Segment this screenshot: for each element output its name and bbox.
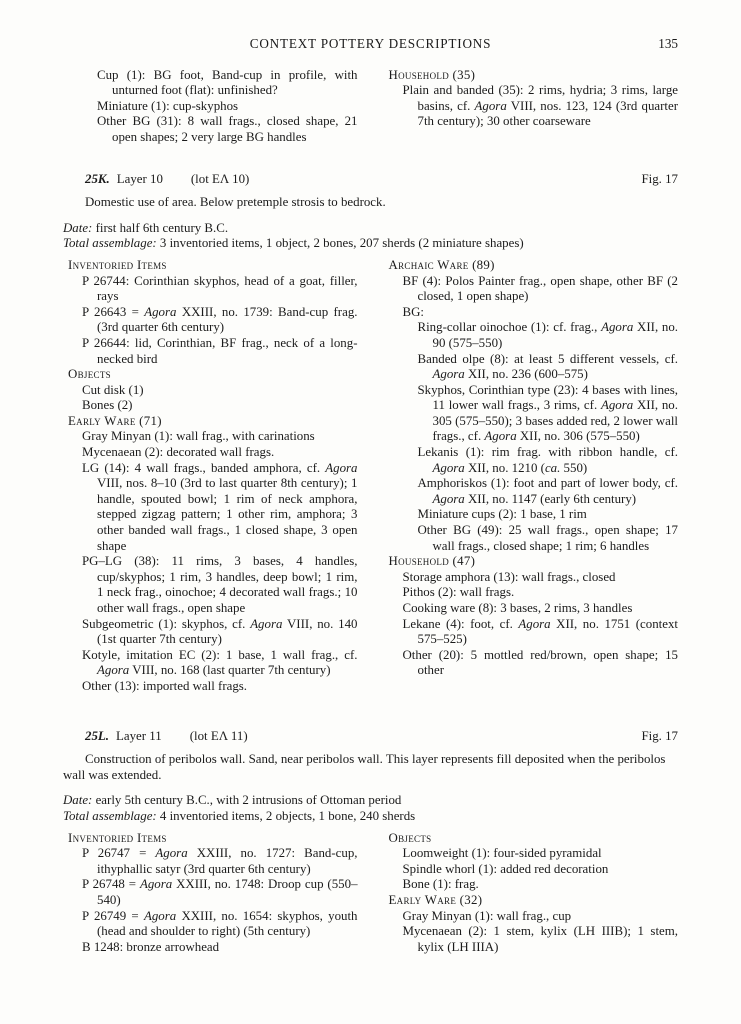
catalog-entry	[384, 601, 679, 617]
date-value: first half 6th century B.C.	[92, 220, 229, 235]
text-run: XXIII, no. 1748: Droop cup (550–540)	[97, 877, 358, 907]
text-run: P 26748 =	[82, 877, 140, 892]
text-run: Bones (2)	[82, 398, 133, 413]
running-title: CONTEXT POTTERY DESCRIPTIONS	[249, 36, 492, 51]
catalog-entry	[63, 617, 358, 648]
catalog-entry	[384, 648, 679, 679]
text-run: Other BG (31): 8 wall frags., closed shape, 21 open shapes; 2 very large BG handles	[97, 114, 358, 144]
text-run: Loomweight (1): four-sided pyramidal	[402, 846, 602, 861]
assemblage-value: 4 inventoried items, 2 objects, 1 bone, 240 sherds	[156, 808, 416, 823]
text-run: Pithos (2): wall frags.	[402, 585, 515, 600]
text-run: Miniature (1): cup-skyphos	[97, 98, 239, 113]
catalog-entry	[63, 679, 358, 695]
left-column	[63, 258, 358, 695]
text-run: Bone (1): frag.	[402, 877, 479, 892]
text-run: XII, no. 305 (575–550); 3 bases added red, 2 lower wall frags., cf.	[432, 398, 678, 444]
text-run: 550)	[560, 460, 588, 475]
assemblage-label: Total assemblage:	[63, 236, 157, 251]
catalog-entry	[63, 68, 358, 99]
continuation-right-column	[384, 68, 679, 146]
block-heading: Household (35)	[388, 67, 476, 82]
catalog-entry	[384, 507, 679, 523]
catalog-entry	[384, 83, 679, 130]
section-25l	[63, 729, 678, 956]
section-25k	[63, 172, 678, 695]
text-run: Banded olpe (8): at least 5 different vessels, cf.	[417, 351, 678, 366]
italic-text-run: Agora	[432, 491, 465, 506]
italic-text-run: Agora	[143, 908, 177, 923]
italic-text-run: Agora	[600, 398, 634, 413]
text-run: Mycenaean (2): decorated wall frags.	[82, 445, 275, 460]
date-label: Date:	[63, 793, 93, 808]
text-run: LG (14): 4 wall frags., banded amphora, cf.	[82, 460, 326, 475]
catalog-entry	[384, 352, 679, 383]
text-run: Amphoriskos (1): foot and part of lower body, cf.	[417, 476, 678, 491]
catalog-entry	[63, 398, 358, 414]
continuation-section	[63, 68, 678, 146]
italic-text-run: Agora	[97, 663, 130, 678]
catalog-entry	[63, 940, 358, 956]
left-column	[63, 831, 358, 956]
continuation-left-column	[63, 68, 358, 146]
date-line	[63, 221, 678, 237]
block-heading: Archaic Ware (89)	[388, 257, 495, 272]
catalog-entry	[384, 862, 679, 878]
section-25k-heading	[85, 172, 678, 188]
catalog-entry	[384, 846, 679, 862]
text-run: Gray Minyan (1): wall frag., with carinations	[82, 429, 315, 444]
section-layer: Layer 10	[116, 171, 163, 186]
catalog-entry	[63, 461, 358, 555]
catalog-entry	[384, 585, 679, 601]
section-lot: (lot EΛ 10)	[190, 171, 250, 186]
catalog-entry	[384, 274, 679, 305]
text-run: XXIII, no. 1739: Band-cup frag. (3rd quarter 6th century)	[97, 304, 358, 335]
figure-reference: Fig. 17	[641, 728, 678, 743]
right-column	[384, 258, 679, 695]
text-run: Storage amphora (13): wall frags., closed	[402, 569, 616, 584]
text-run: Ring-collar oinochoe (1): cf. frag.,	[417, 320, 602, 335]
catalog-entry	[63, 114, 358, 145]
section-layer: Layer 11	[116, 728, 162, 743]
text-run: P 26744: Corinthian skyphos, head of a goat, filler, rays	[82, 273, 358, 304]
italic-text-run: Agora	[155, 846, 188, 861]
text-run: BF (4): Polos Painter frag., open shape, other BF (2 closed, 1 open shape)	[402, 273, 678, 304]
figure-reference: Fig. 17	[641, 171, 678, 186]
catalog-entry	[63, 846, 358, 877]
catalog-entry	[63, 274, 358, 305]
section-25l-columns	[63, 831, 678, 956]
section-lot: (lot EΛ 11)	[189, 728, 248, 743]
block-heading: Early Ware (71)	[68, 413, 162, 428]
section-description: Domestic use of area. Below pretemple strosis to bedrock.	[85, 195, 386, 210]
text-run: P 26644: lid, Corinthian, BF frag., neck of a long-necked bird	[82, 335, 358, 366]
block-heading: Inventoried Items	[68, 830, 167, 845]
italic-text-run: Agora	[139, 877, 173, 892]
text-run: Kotyle, imitation EC (2): 1 base, 1 wall frag., cf.	[82, 647, 358, 662]
text-run: Other (20): 5 mottled red/brown, open shape; 15 other	[402, 647, 678, 678]
italic-text-run: Agora	[474, 98, 507, 113]
text-run: Cut disk (1)	[82, 382, 144, 397]
italic-text-run: Agora	[484, 429, 517, 444]
catalog-entry	[384, 320, 679, 351]
text-run: XXIII, no. 1654: skyphos, youth (head and shoulder to right) (5th century)	[97, 908, 358, 939]
block-heading: Inventoried Items	[68, 257, 167, 272]
text-run: VIII, nos. 123, 124 (3rd quarter 7th century); 30 other coarseware	[417, 98, 679, 129]
italic-text-run: ca.	[544, 460, 561, 475]
text-run: XII, no. 1210 (	[464, 460, 545, 475]
catalog-entry	[63, 336, 358, 367]
assemblage-line	[63, 809, 678, 825]
block-heading: Household (47)	[388, 554, 476, 569]
text-run: Cup (1): BG foot, Band-cup in profile, with unturned foot (flat): unfinished?	[97, 67, 358, 98]
date-line	[63, 793, 678, 809]
assemblage-value: 3 inventoried items, 1 object, 2 bones, 207 sherds (2 miniature shapes)	[156, 236, 524, 251]
catalog-entry	[63, 429, 358, 445]
text-run: Cooking ware (8): 3 bases, 2 rims, 3 handles	[402, 601, 633, 615]
block-heading: Objects	[68, 367, 111, 382]
section-25k-columns	[63, 258, 678, 695]
catalog-entry	[384, 523, 679, 554]
catalog-entry	[63, 909, 358, 940]
italic-text-run: Agora	[250, 616, 283, 631]
text-run: Subgeometric (1): skyphos, cf.	[82, 616, 251, 631]
text-run: VIII, nos. 8–10 (3rd to last quarter 8th century); 1 handle, spouted bowl; 1 rim of neck amphora, stepped zigzag pattern; 1 other rim, amphora; 3 other banded wall frags., 1 closed shape, 3 open shape	[97, 476, 358, 553]
catalog-entry	[63, 445, 358, 461]
section-id: 25L.	[85, 728, 109, 743]
text-run: Spindle whorl (1): added red decoration	[402, 861, 609, 876]
catalog-entry	[63, 305, 358, 336]
page-number: 135	[658, 36, 678, 51]
text-run: XII, no. 306 (575–550)	[516, 429, 640, 444]
text-run: XII, no. 90 (575–550)	[432, 320, 678, 350]
text-run: BG:	[402, 304, 424, 319]
block-heading: Objects	[388, 830, 432, 845]
text-run: XXIII, no. 1727: Band-cup, ithyphallic satyr (3rd quarter 6th century)	[97, 846, 358, 876]
catalog-entry	[63, 877, 358, 908]
assemblage-label: Total assemblage:	[63, 808, 157, 823]
italic-text-run: Agora	[518, 616, 551, 631]
text-run: Other (13): imported wall frags.	[82, 678, 248, 693]
text-run: XII, no. 236 (600–575)	[464, 367, 588, 382]
text-run: Skyphos, Corinthian type (23): 4 bases with lines, 11 lower wall frags., 3 rims, cf.	[417, 382, 678, 413]
text-run: Lekanis (1): rim frag. with ribbon handle, cf.	[417, 445, 678, 460]
catalog-entry	[384, 305, 679, 321]
text-run: Miniature cups (2): 1 base, 1 rim	[417, 507, 587, 522]
date-label: Date:	[63, 220, 93, 235]
text-run: Other BG (49): 25 wall frags., open shape; 17 wall frags., closed shape; 1 rim; 6 handles	[417, 523, 678, 553]
italic-text-run: Agora	[432, 460, 465, 475]
section-id: 25K.	[85, 171, 110, 186]
section-description: Construction of peribolos wall. Sand, near peribolos wall. This layer represents fill deposited when the peribolos wall was extended.	[63, 752, 666, 782]
text-run: Lekane (4): foot, cf.	[402, 616, 519, 631]
catalog-entry	[384, 570, 679, 586]
text-run: VIII, no. 168 (last quarter 7th century)	[129, 663, 331, 678]
catalog-entry	[384, 383, 679, 445]
assemblage-line	[63, 236, 678, 252]
italic-text-run: Agora	[432, 367, 465, 382]
text-run: XII, no. 1751 (context 575–525)	[417, 616, 678, 647]
text-run: PG–LG (38): 11 rims, 3 bases, 4 handles, cup/skyphos; 1 rim, 3 handles, deep bowl; 1 rim, 1 neck frag., oinochoe; 4 decorated wall frags.; 10 other wall frags., open shape	[82, 554, 358, 615]
catalog-entry	[384, 877, 679, 893]
text-run: P 26747 =	[82, 846, 156, 861]
text-run: XII, no. 1147 (early 6th century)	[464, 491, 637, 506]
date-value: early 5th century B.C., with 2 intrusions of Ottoman period	[92, 793, 402, 808]
catalog-entry	[384, 924, 679, 955]
text-run: P 26749 =	[82, 908, 144, 923]
text-run: Plain and banded (35): 2 rims, hydria; 3 rims, large basins, cf.	[402, 83, 678, 113]
block-heading: Early Ware (32)	[388, 892, 483, 907]
italic-text-run: Agora	[144, 304, 177, 319]
catalog-entry	[63, 99, 358, 115]
catalog-entry	[384, 909, 679, 925]
catalog-entry	[384, 617, 679, 648]
text-run: B 1248: bronze arrowhead	[82, 939, 220, 954]
catalog-entry	[63, 383, 358, 399]
catalog-entry	[63, 554, 358, 616]
running-head	[63, 36, 678, 52]
text-run: VIII, no. 140 (1st quarter 7th century)	[97, 616, 358, 647]
catalog-entry	[63, 648, 358, 679]
section-25l-heading	[85, 729, 678, 745]
text-run: Mycenaean (2): 1 stem, kylix (LH IIIB); 1 stem, kylix (LH IIIA)	[402, 924, 678, 954]
text-run: Gray Minyan (1): wall frag., cup	[402, 908, 572, 923]
italic-text-run: Agora	[325, 460, 358, 475]
italic-text-run: Agora	[601, 320, 634, 335]
text-run: P 26643 =	[82, 304, 145, 319]
catalog-entry	[384, 445, 679, 476]
catalog-entry	[384, 476, 679, 507]
right-column	[384, 831, 679, 956]
